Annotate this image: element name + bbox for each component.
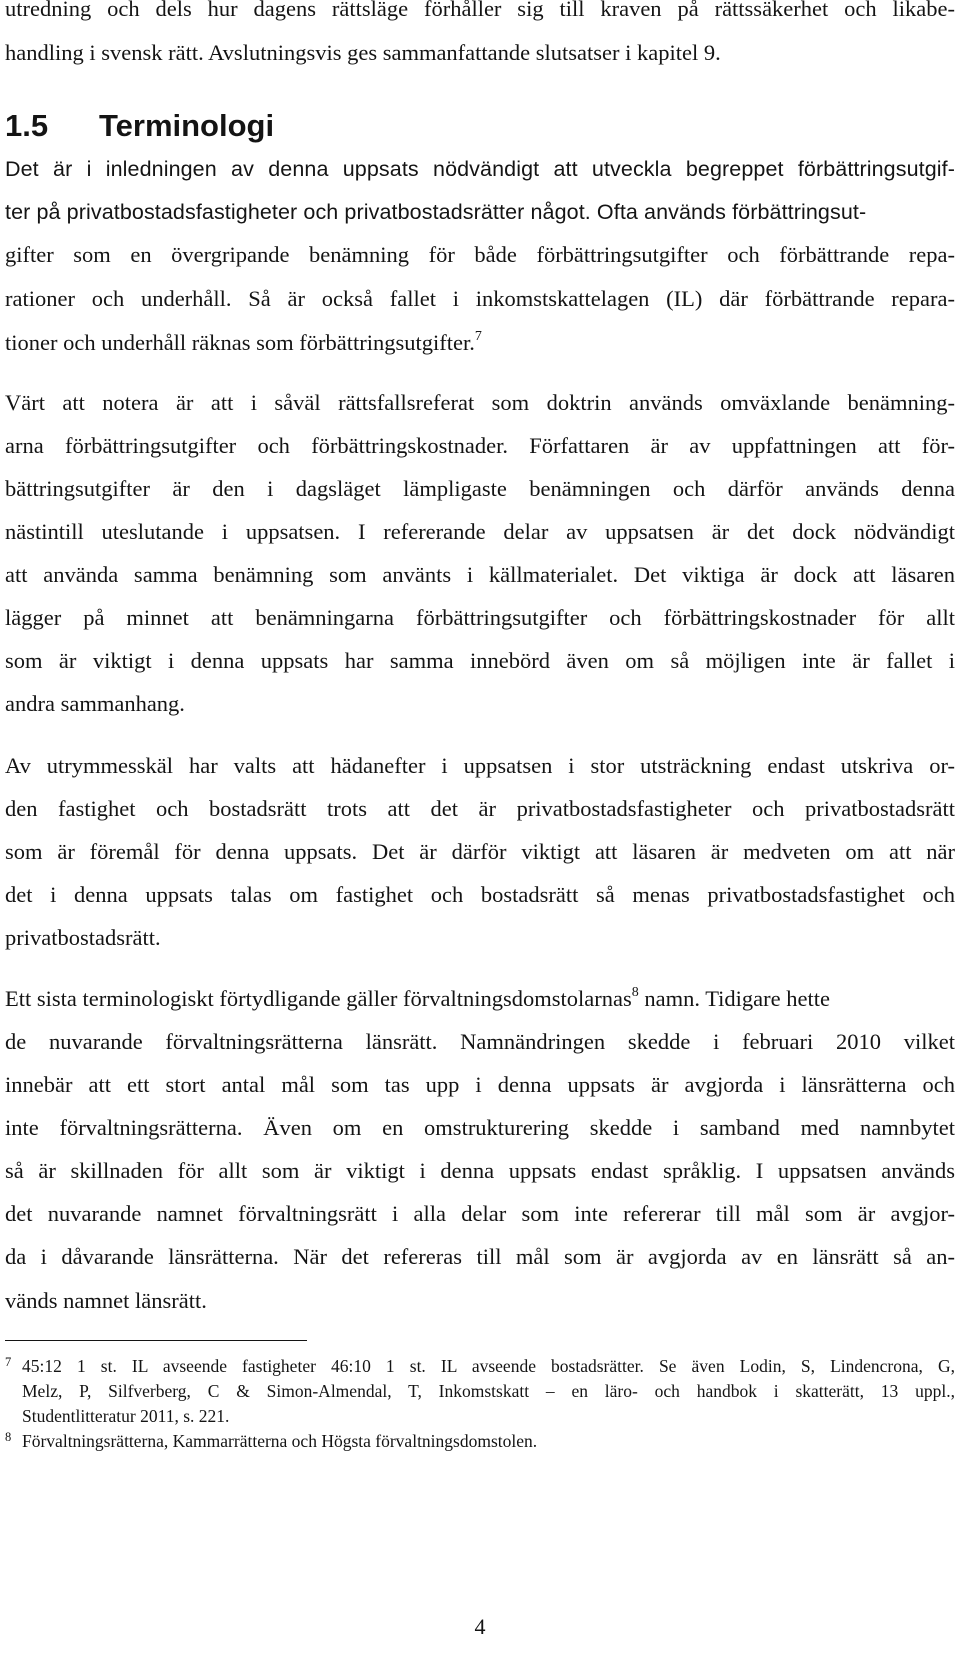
text-line	[5, 197, 955, 227]
text-line: bättringsutgifter är den i dagsläget lämpligaste benämningen och därför används denna	[5, 476, 955, 501]
footnote-text: 45:12 1 st. IL avseende fastigheter 46:10 1 st. IL avseende bostadsrätter. Se även Lodin, S, Lindencrona, G,	[22, 1356, 955, 1376]
footnote-mark: 8	[5, 1430, 12, 1444]
text-line: de nuvarande förvaltningsrätterna länsrätt. Namnändringen skedde i februari 2010 vilket	[5, 1029, 955, 1054]
text-line: Värt att notera är att i såväl rättsfallsreferat som doktrin används omväxlande benämning-	[5, 390, 955, 415]
text-line: att använda samma benämning som använts i källmaterialet. Det viktiga är dock att läsaren	[5, 562, 955, 587]
footnote-mark: 7	[5, 1355, 12, 1369]
text-line: innebär att ett stort antal mål som tas upp i denna uppsats är avgjorda i länsrätterna och	[5, 1072, 955, 1097]
footnote-8	[5, 1429, 955, 1453]
text-line: da i dåvarande länsrätterna. När det refereras till mål som är avgjorda av en länsrätt så an-	[5, 1244, 955, 1269]
text-line: arna förbättringsutgifter och förbättringskostnader. Författaren är av uppfattningen att för-	[5, 433, 955, 458]
text-line: nästintill uteslutande i uppsatsen. I refererande delar av uppsatsen är det dock nödvändigt	[5, 519, 955, 544]
footnote-line: Studentlitteratur 2011, s. 221.	[22, 1406, 230, 1426]
text-line: utredning och dels hur dagens rättsläge förhåller sig till kraven på rättssäkerhet och likabe-	[5, 0, 955, 21]
text-line: Av utrymmesskäl har valts att hädanefter i uppsatsen i stor utsträckning endast utskriva or-	[5, 753, 955, 778]
text-line: så är skillnaden för allt som är viktigt i denna uppsats endast språklig. I uppsatsen används	[5, 1158, 955, 1183]
text-line: det nuvarande namnet förvaltningsrätt i alla delar som inte refererar till mål som är avgjor-	[5, 1201, 955, 1226]
text-span: ter på privatbostadsfastigheter och privatbostadsrätter något.	[5, 200, 591, 224]
text-line: den fastighet och bostadsrätt trots att det är privatbostadsfastigheter och privatbostadsrätt	[5, 796, 955, 821]
text-line: andra sammanhang.	[5, 691, 185, 716]
text-span: tioner och underhåll räknas som förbättringsutgifter.	[5, 330, 475, 355]
section-heading	[5, 108, 274, 144]
text-line: lägger på minnet att benämningarna förbättringsutgifter och förbättringskostnader för allt	[5, 605, 955, 630]
text-line: vänds namnet länsrätt.	[5, 1288, 207, 1313]
text-line: privatbostadsrätt.	[5, 925, 161, 950]
text-line: det i denna uppsats talas om fastighet och bostadsrätt så menas privatbostadsfastighet och	[5, 882, 955, 907]
page-number: 4	[474, 1614, 486, 1639]
text-span: Ett sista terminologiskt förtydligande gäller förvaltningsdomstolarnas	[5, 986, 632, 1011]
text-span: Ofta används förbättringsut-	[590, 200, 867, 224]
text-line: som är föremål för denna uppsats. Det är därför viktigt att läsaren är medveten om att när	[5, 839, 955, 864]
text-line: inte förvaltningsrätterna. Även om en omstrukturering skedde i samband med namnbytet	[5, 1115, 955, 1140]
text-line: rationer och underhåll. Så är också fallet i inkomstskattelagen (IL) där förbättrande repara-	[5, 286, 955, 311]
text-line: som är viktigt i denna uppsats har samma innebörd även om så möjligen inte är fallet i	[5, 648, 955, 673]
section-number: 1.5	[5, 108, 49, 143]
text-line	[5, 984, 955, 1014]
footnote-ref[interactable]: 7	[474, 328, 482, 344]
footnote-text: Förvaltningsrätterna, Kammarrätterna och Högsta förvaltningsdomstolen.	[22, 1431, 538, 1451]
text-line	[5, 328, 955, 358]
footnote-7	[5, 1354, 955, 1378]
text-line: gifter som en övergripande benämning för både förbättringsutgifter och förbättrande repa-	[5, 242, 955, 267]
footnote-line: Melz, P, Silfverberg, C & Simon-Almendal, T, Inkomstskatt – en läro- och handbok i skatterätt, 13 uppl.,	[22, 1381, 955, 1401]
footnote-separator	[5, 1340, 307, 1341]
text-span: namn. Tidigare hette	[638, 986, 830, 1011]
footnote-ref[interactable]: 8	[631, 984, 639, 1000]
text-line: handling i svensk rätt. Avslutningsvis ges sammanfattande slutsatser i kapitel 9.	[5, 40, 721, 65]
section-title: Terminologi	[99, 108, 275, 143]
text-line: Det är i inledningen av denna uppsats nödvändigt att utveckla begreppet förbättringsutgif-	[5, 157, 955, 181]
